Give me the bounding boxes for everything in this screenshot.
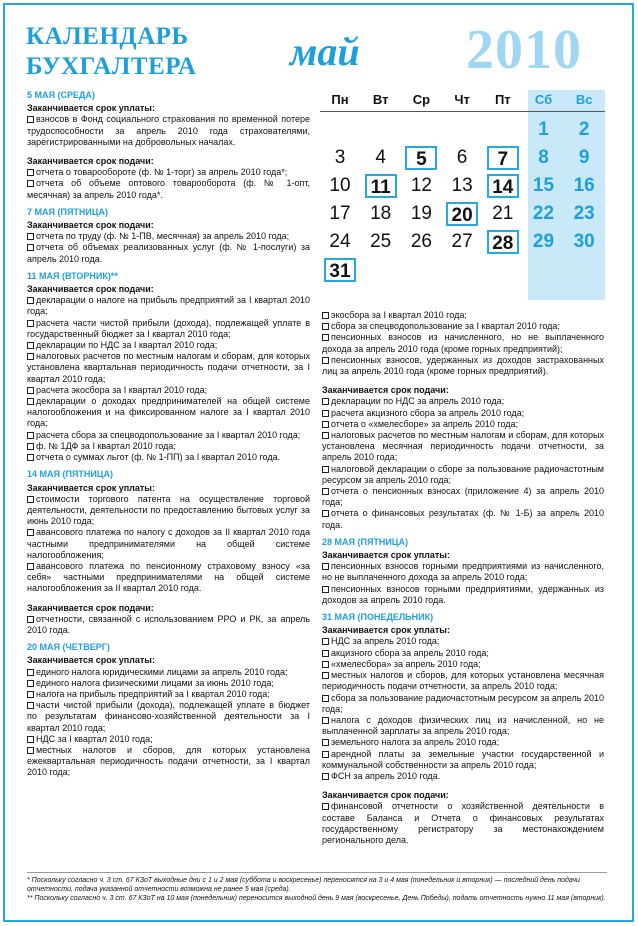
calendar-day: 3 <box>334 147 346 168</box>
checkbox-icon <box>27 496 34 503</box>
footnote: ** Поскольку согласно ч. 3 ст. 67 КЗоТ на 10 мая (понедельник) переносится выходной день 9 мая (воскресенье, День Победы), подать отчетность нужно 11 мая (вторник). <box>27 895 606 902</box>
title-line-2: БУХГАЛТЕРА <box>26 53 197 80</box>
deadline-item <box>322 355 604 377</box>
checkbox-icon <box>322 695 329 702</box>
calendar-day: 16 <box>573 175 595 196</box>
checkbox-icon <box>322 466 329 473</box>
deadline-date: 20 МАЯ (ЧЕТВЕРГ) <box>27 642 110 653</box>
checkbox-icon <box>322 563 329 570</box>
deadline-item-text: земельного налога за апрель 2010 года; <box>331 737 500 748</box>
checkbox-icon <box>322 586 329 593</box>
footnotes <box>27 872 607 903</box>
deadline-item-text: налоговой декларации о сборе за пользование радиочастотным ресурсом за апрель 2010 года; <box>322 463 604 485</box>
checkbox-icon <box>322 510 329 517</box>
deadline-item-text: отчета о суммах льгот (ф. № 1-ПП) за I квартал 2010 года. <box>36 452 281 463</box>
deadline-item <box>27 441 310 452</box>
deadlines-column-left <box>27 90 310 785</box>
calendar-day: 15 <box>532 175 555 196</box>
calendar-day: 30 <box>573 231 595 252</box>
deadline-item-text: налога с доходов физических лиц из начисленной, но не выплаченной зарплаты за апрель 2010 года; <box>322 714 604 737</box>
calendar-day: 18 <box>370 203 392 224</box>
calendar-day: 11 <box>365 174 397 198</box>
deadline-item <box>322 430 604 464</box>
checkbox-icon <box>27 702 34 709</box>
deadline-item-text: акцизного сбора за апрель 2010 года; <box>331 647 489 658</box>
checkbox-icon <box>322 751 329 758</box>
deadline-item <box>27 396 310 430</box>
calendar-day: 25 <box>370 231 392 252</box>
deadline-item <box>322 508 604 530</box>
deadline-item-text: декларации по НДС за апрель 2010 года; <box>331 396 505 407</box>
deadline-item-text: авансового платежа по налогу с доходов за II квартал 2010 года частными предпринимателями на общей системе налогообложения; <box>27 527 310 560</box>
checkbox-icon <box>322 312 329 319</box>
deadline-item <box>27 340 310 351</box>
checkbox-icon <box>27 233 34 240</box>
checkbox-icon <box>322 638 329 645</box>
deadline-item <box>322 561 604 583</box>
deadline-item-text: единого налога юридическими лицами за апрель 2010 года; <box>36 666 288 677</box>
deadline-date: 7 МАЯ (ПЯТНИЦА) <box>27 206 108 217</box>
weekday-header: Сб <box>534 92 553 107</box>
calendar-day: 22 <box>532 203 555 224</box>
checkbox-icon <box>27 454 34 461</box>
weekday-header: Вт <box>372 92 389 107</box>
deadline-item <box>27 178 310 200</box>
deadline-item-text: налоговых расчетов по местным налогам и сборам, для которых установлена месячная периодичность подачи отчетности, за апрель 2010 года; <box>322 430 604 463</box>
deadline-item-text: налоговых расчетов по местным налогам и сборам, для которых установлена квартальная периодичность подачи отчетности, за I квартал 2010 года; <box>27 351 310 384</box>
deadline-item <box>322 670 604 692</box>
weekday-header: Пн <box>331 92 349 107</box>
calendar-day: 1 <box>538 119 549 140</box>
deadline-label: Заканчивается срок уплаты: <box>322 550 450 561</box>
title-line-1: КАЛЕНДАРЬ <box>26 23 189 50</box>
deadline-item <box>322 801 604 846</box>
deadline-section <box>322 537 604 606</box>
deadline-date: 5 МАЯ (СРЕДА) <box>27 90 95 100</box>
deadline-item <box>27 231 310 242</box>
deadline-item <box>27 678 310 689</box>
deadline-item-text: отчета о «хмелесборе» за апрель 2010 года; <box>331 418 519 429</box>
calendar-day: 14 <box>487 174 519 198</box>
deadline-item-text: местных налогов и сборов, для которых установлена ежеквартальная периодичность подачи отчетности, за I квартал 2010 года; <box>27 744 310 778</box>
checkbox-icon <box>27 616 34 623</box>
deadline-item <box>27 318 310 340</box>
checkbox-icon <box>322 650 329 657</box>
deadline-item-text: отчета о товарообороте (ф. № 1-торг) за апрель 2010 года*; <box>36 167 288 178</box>
checkbox-icon <box>322 773 329 780</box>
checkbox-icon <box>322 410 329 417</box>
deadline-item <box>322 715 604 737</box>
deadline-item <box>27 351 310 385</box>
deadline-label: Заканчивается срок уплаты: <box>322 625 450 636</box>
deadline-item-text: арендной платы за земельные участки государственной и коммунальной собственности за апрель 2010 года; <box>322 748 604 770</box>
deadline-item <box>322 659 604 670</box>
checkbox-icon <box>27 116 34 123</box>
deadline-item <box>322 332 604 354</box>
deadline-item-text: НДС за апрель 2010 года; <box>331 636 440 647</box>
deadline-item-text: отчета о финансовых результатах (ф. № 1-Б) за апрель 2010 года. <box>322 508 604 530</box>
calendar-day: 20 <box>446 202 478 226</box>
checkbox-icon <box>322 398 329 405</box>
checkbox-icon <box>27 342 34 349</box>
deadline-item <box>322 419 604 430</box>
calendar-day: 23 <box>573 203 595 224</box>
deadline-item <box>27 745 310 779</box>
deadline-item-text: части чистой прибыли (дохода), подлежащей уплате в бюджет по результатам финансово-хозяйственной деятельности за I квартал 2010 года; <box>27 700 310 733</box>
deadline-item-text: авансового платежа по пенсионному страховому взносу «за себя» частными предпринимателями на общей системе налогообложения за II квартал 2010 года. <box>27 560 310 594</box>
deadline-section <box>27 271 310 463</box>
calendar-day: 28 <box>487 230 519 254</box>
deadline-item-text: отчета об объеме оптового товарооборота (ф. № 1-опт, месячная) за апрель 2010 года*. <box>27 178 310 200</box>
deadline-item <box>322 648 604 659</box>
deadline-label: Заканчивается срок подачи: <box>27 602 154 613</box>
deadline-item-text: единого налога физическими лицами за июнь 2010 года; <box>36 677 274 688</box>
calendar-day: 7 <box>487 146 519 170</box>
deadline-item-text: отчета об объемах реализованных услуг (ф. № 1-послуги) за апрель 2010 года. <box>27 242 310 264</box>
deadline-section <box>27 642 310 778</box>
deadline-item <box>27 430 310 441</box>
checkbox-icon <box>27 443 34 450</box>
deadline-item-text: пенсионных взносов из начисленного, но не выплаченного дохода за апрель 2010 года (кроме горных предприятий); <box>322 332 604 354</box>
deadline-item <box>27 667 310 678</box>
checkbox-icon <box>27 244 34 251</box>
deadline-section <box>27 207 310 265</box>
deadline-label: Заканчивается срок подачи: <box>27 156 154 167</box>
deadline-item-text: отчетности, связанной с использованием РРО и РК, за апрель 2010 года. <box>27 613 310 635</box>
deadline-section <box>322 612 604 846</box>
deadline-item-text: декларации о доходах предпринимателей на общей системе налогообложения и на фиксированном налоге за I квартал 2010 года; <box>27 396 310 429</box>
deadline-item <box>27 385 310 396</box>
calendar-day: 13 <box>451 175 473 196</box>
checkbox-icon <box>27 180 34 187</box>
calendar-day: 6 <box>456 147 468 168</box>
checkbox-icon <box>27 736 34 743</box>
calendar-day: 5 <box>405 146 437 170</box>
deadline-item-text: финансовой отчетности о хозяйственной деятельности в составе Баланса и Отчета о финансовых результатах государственному регистратору за местонахождением регионального дела. <box>322 801 604 845</box>
deadline-item <box>27 295 310 317</box>
checkbox-icon <box>322 421 329 428</box>
deadline-item <box>27 689 310 700</box>
deadline-item <box>322 771 604 782</box>
deadline-item <box>322 321 604 332</box>
deadline-item <box>322 584 604 606</box>
calendar-day: 8 <box>538 147 549 168</box>
checkbox-icon <box>27 387 34 394</box>
calendar-grid <box>320 90 605 300</box>
deadline-item-text: пенсионных взносов горными предприятиями из начисленного, но не выплаченного дохода за апрель 2010 года; <box>322 561 604 583</box>
deadline-section <box>27 90 310 201</box>
deadline-item <box>322 737 604 748</box>
calendar-day: 10 <box>329 175 351 196</box>
checkbox-icon <box>27 353 34 360</box>
deadline-label: Заканчивается срок уплаты: <box>27 103 155 114</box>
deadline-item <box>27 614 310 636</box>
checkbox-icon <box>27 747 34 754</box>
calendar-day: 27 <box>451 231 473 252</box>
deadline-label: Заканчивается срок уплаты: <box>27 482 155 493</box>
checkbox-icon <box>27 529 34 536</box>
deadline-item-text: взносов в Фонд социального страхования по временной потере трудоспособности за апрель 2010 года страхователями, зарегистрированными на добровольных началах. <box>27 114 310 147</box>
calendar-day: 2 <box>578 119 590 140</box>
checkbox-icon <box>27 320 34 327</box>
checkbox-icon <box>27 398 34 405</box>
deadline-item-text: сбора за спецводопользование за I квартал 2010 года; <box>331 321 560 332</box>
checkbox-icon <box>322 661 329 668</box>
checkbox-icon <box>322 717 329 724</box>
checkbox-icon <box>322 334 329 341</box>
checkbox-icon <box>322 432 329 439</box>
deadline-item-text: сбора за пользование радиочастотным ресурсом за апрель 2010 года; <box>322 692 604 714</box>
calendar-day: 24 <box>329 231 351 252</box>
weekday-header: Ср <box>412 92 431 107</box>
page-title <box>26 22 226 82</box>
deadline-item-text: экосбора за I квартал 2010 года; <box>331 310 467 320</box>
checkbox-icon <box>27 680 34 687</box>
weekday-header: Вс <box>575 92 593 107</box>
calendar-day: 21 <box>492 203 514 224</box>
deadline-item-text: ФСН за апрель 2010 года. <box>331 770 441 781</box>
deadline-date: 11 МАЯ (ВТОРНИК)** <box>27 270 118 281</box>
checkbox-icon <box>322 323 329 330</box>
deadline-section <box>322 310 604 531</box>
deadline-item-text: расчета части чистой прибыли (дохода), подлежащей уплате в государственный бюджет за I квартал 2010 года; <box>27 317 310 339</box>
weekday-header: Пт <box>494 92 511 107</box>
deadline-item-text: декларации по НДС за I квартал 2010 года; <box>36 340 218 351</box>
deadline-item-text: пенсионных взносов горными предприятиями, удержанных из доходов за апрель 2010 года. <box>322 583 604 605</box>
calendar-day: 9 <box>578 147 590 168</box>
deadline-item <box>322 310 604 321</box>
deadline-item-text: отчета о пенсионных взносах (приложение 4) за апрель 2010 года; <box>322 486 604 508</box>
deadline-item-text: стоимости торгового патента на осуществление торговой деятельности, деятельности по предоставлению бытовых услуг за июнь 2010 года; <box>27 493 310 527</box>
deadline-item <box>27 452 310 463</box>
deadline-label: Заканчивается срок подачи: <box>27 284 154 295</box>
deadline-item <box>27 494 310 528</box>
deadline-item-text: расчета экосбора за I квартал 2010 года; <box>36 384 208 395</box>
deadline-label: Заканчивается срок подачи: <box>322 790 449 801</box>
calendar-day: 19 <box>410 203 432 224</box>
year-number: 2010 <box>466 19 582 81</box>
deadline-item <box>27 114 310 148</box>
deadline-label: Заканчивается срок уплаты: <box>27 655 155 666</box>
deadline-item-text: расчета сбора за спецводопользование за I квартал 2010 года; <box>36 429 301 440</box>
checkbox-icon <box>27 432 34 439</box>
deadline-item <box>27 700 310 734</box>
deadline-item-text: налога на прибыль предприятий за I квартал 2010 года; <box>36 688 270 699</box>
checkbox-icon <box>27 563 34 570</box>
deadline-item-text: местных налогов и сборов, для которых установлена месячная периодичность подачи отчетности, за апрель 2010 года; <box>322 670 604 692</box>
deadline-item <box>322 749 604 771</box>
checkbox-icon <box>27 297 34 304</box>
footnote: * Поскольку согласно ч. 3 ст. 67 КЗоТ выходные дни с 1 и 2 мая (суббота и воскресенье) переносятся на 3 и 4 мая (понедельник и вторник) — последний день подачи отчетности, подача указанной отчетности возможна не ранее 5 мая (среда). <box>27 877 580 893</box>
checkbox-icon <box>322 803 329 810</box>
calendar-day: 17 <box>329 203 351 224</box>
deadline-item-text: «хмелесбора» за апрель 2010 года; <box>331 658 481 669</box>
calendar-day: 29 <box>532 231 555 252</box>
deadline-item <box>27 527 310 561</box>
deadline-item <box>27 561 310 595</box>
calendar-day: 26 <box>410 231 432 252</box>
deadline-item <box>322 396 604 407</box>
deadline-item-text: НДС за I квартал 2010 года; <box>36 733 153 744</box>
deadline-item <box>322 693 604 715</box>
calendar-day: 12 <box>410 175 432 196</box>
weekday-header: Чт <box>454 92 470 107</box>
deadline-item-text: расчета акцизного сбора за апрель 2010 года; <box>331 407 525 418</box>
checkbox-icon <box>27 669 34 676</box>
checkbox-icon <box>322 357 329 364</box>
deadline-item <box>27 734 310 745</box>
calendar-day: 4 <box>375 147 386 168</box>
checkbox-icon <box>27 169 34 176</box>
deadline-item <box>27 242 310 264</box>
deadline-item-text: ф. № 1ДФ за I квартал 2010 года; <box>36 440 176 451</box>
deadline-item <box>27 167 310 178</box>
deadline-item <box>322 408 604 419</box>
deadline-label: Заканчивается срок подачи: <box>27 220 154 231</box>
deadline-item <box>322 486 604 508</box>
deadline-item <box>322 464 604 486</box>
month-name: май <box>290 29 360 74</box>
deadline-item-text: декларации о налоге на прибыль предприятий за I квартал 2010 года; <box>27 295 310 317</box>
checkbox-icon <box>322 488 329 495</box>
calendar-day: 31 <box>324 258 356 282</box>
deadline-section <box>27 469 310 636</box>
deadline-date: 28 МАЯ (ПЯТНИЦА) <box>322 536 408 547</box>
deadlines-column-right <box>322 310 604 852</box>
deadline-item-text: пенсионных взносов, удержанных из доходов застрахованных лиц за апрель 2010 года (кроме горных предприятий). <box>322 354 604 377</box>
checkbox-icon <box>322 739 329 746</box>
deadline-date: 14 МАЯ (ПЯТНИЦА) <box>27 469 113 480</box>
checkbox-icon <box>27 691 34 698</box>
deadline-date: 31 МАЯ (ПОНЕДЕЛЬНИК) <box>322 612 434 623</box>
deadline-label: Заканчивается срок подачи: <box>322 385 449 396</box>
checkbox-icon <box>322 672 329 679</box>
deadline-item-text: отчета по труду (ф. № 1-ПВ, месячная) за апрель 2010 года; <box>36 231 290 242</box>
deadline-item <box>322 636 604 647</box>
